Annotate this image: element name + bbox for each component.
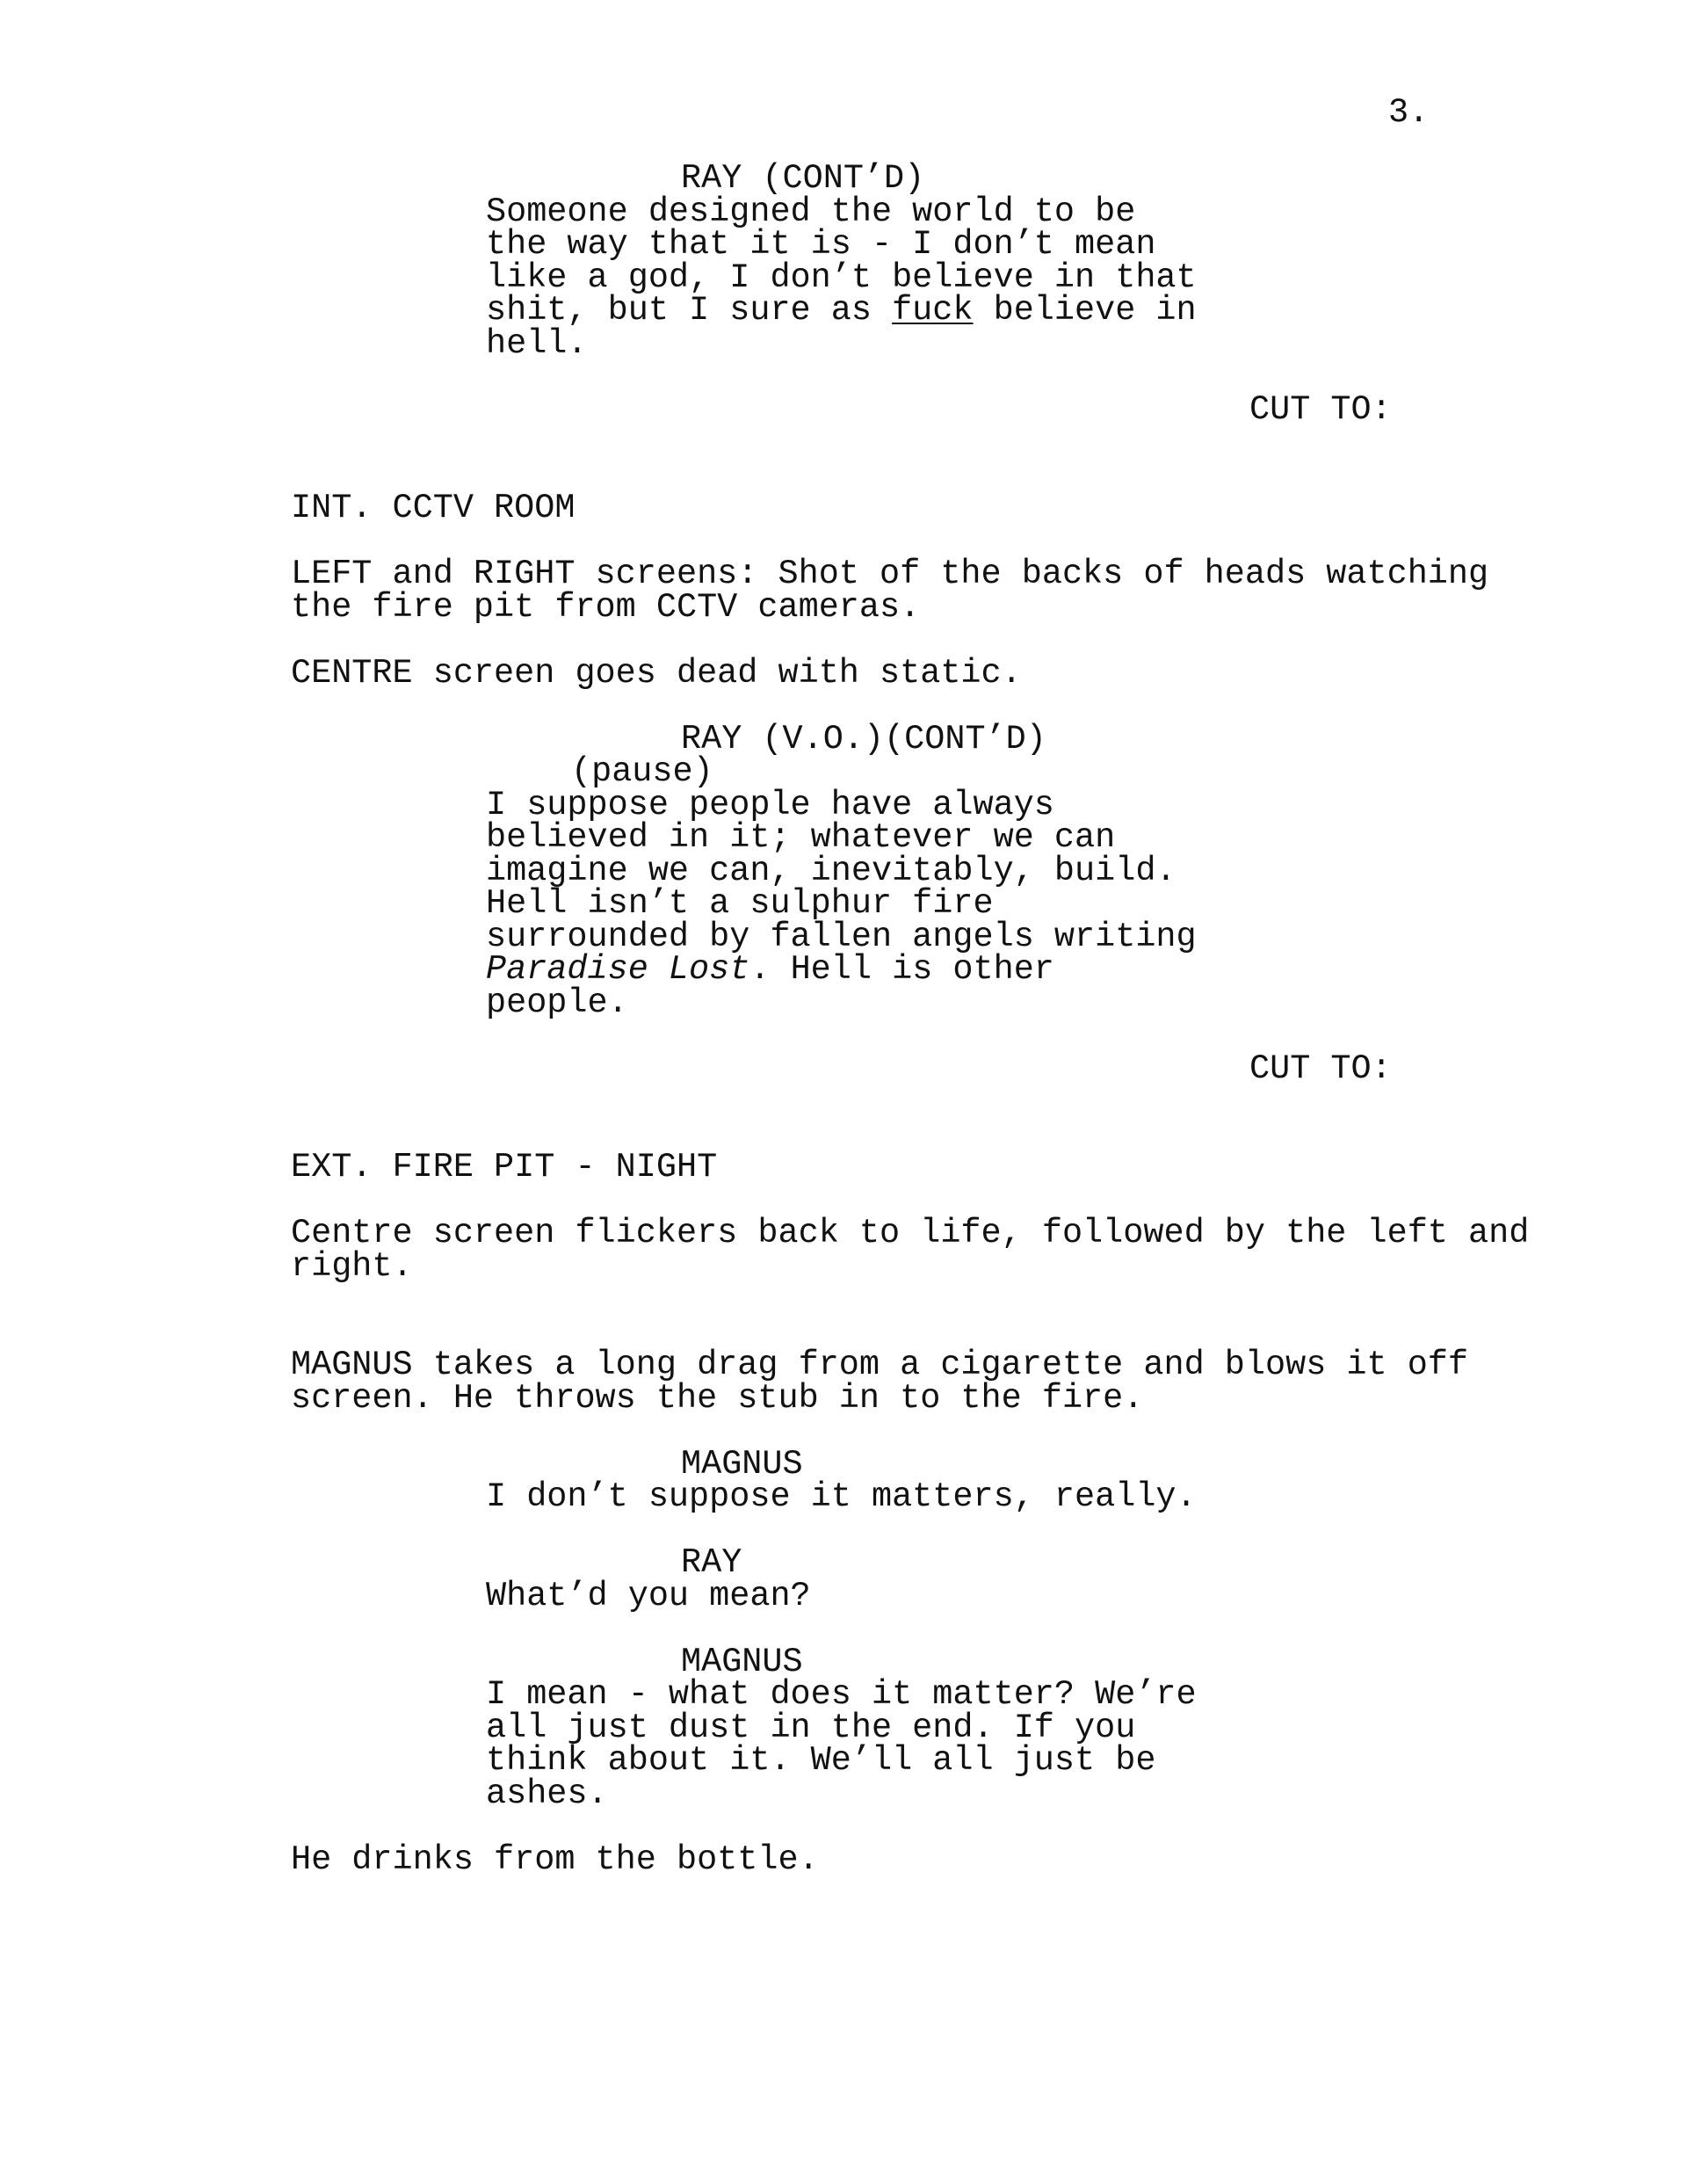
action-line: MAGNUS takes a long drag from a cigarette and blows it off <box>291 1346 1469 1384</box>
dialogue-line: like a god, I don’t believe in that <box>486 258 1197 297</box>
underlined-word: fuck <box>892 291 974 330</box>
action-line: LEFT and RIGHT screens: Shot of the backs of heads watching <box>291 555 1489 593</box>
scene-heading: INT. CCTV ROOM <box>291 489 576 527</box>
dialogue-line: Hell isn’t a sulphur fire <box>486 884 994 923</box>
dialogue-line: believed in it; whatever we can <box>486 818 1116 857</box>
dialogue-line: Someone designed the world to be <box>486 192 1136 231</box>
scene-heading: EXT. FIRE PIT - NIGHT <box>291 1148 718 1186</box>
action-line: right. <box>291 1247 413 1286</box>
dialogue-line: people. <box>486 983 628 1022</box>
character-name: MAGNUS <box>681 1643 803 1681</box>
transition: CUT TO: <box>1249 390 1392 429</box>
character-name: RAY <box>681 1543 742 1582</box>
dialogue-line: think about it. We’ll all just be <box>486 1741 1156 1780</box>
action-line: He drinks from the bottle. <box>291 1840 819 1879</box>
parenthetical: (pause) <box>571 752 713 791</box>
dialogue-text: shit, but I sure as <box>486 291 893 330</box>
transition: CUT TO: <box>1249 1049 1392 1088</box>
character-name: RAY (CONT’D) <box>681 159 925 198</box>
action-line: CENTRE screen goes dead with static. <box>291 654 1022 693</box>
action-line: the fire pit from CCTV cameras. <box>291 588 921 627</box>
dialogue-line <box>486 950 1054 989</box>
dialogue-line: hell. <box>486 324 588 363</box>
action-line: screen. He throws the stub in to the fire. <box>291 1379 1144 1418</box>
character-name: MAGNUS <box>681 1445 803 1484</box>
page-number: 3. <box>1388 93 1430 132</box>
dialogue-line <box>486 291 1197 330</box>
italic-title: Paradise Lost <box>486 950 750 989</box>
dialogue-line: I suppose people have always <box>486 786 1054 824</box>
dialogue-line: ashes. <box>486 1774 608 1813</box>
dialogue-line: all just dust in the end. If you <box>486 1709 1136 1747</box>
dialogue-line: the way that it is - I don’t mean <box>486 225 1156 264</box>
dialogue-text: . Hell is other <box>749 950 1054 989</box>
action-line: Centre screen flickers back to life, followed by the left and <box>291 1214 1530 1252</box>
dialogue-text: believe in <box>973 291 1197 330</box>
dialogue-line: What’d you mean? <box>486 1577 811 1615</box>
dialogue-line: I mean - what does it matter? We’re <box>486 1675 1197 1714</box>
dialogue-line: surrounded by fallen angels writing <box>486 918 1197 956</box>
dialogue-line: I don’t suppose it matters, really. <box>486 1477 1197 1516</box>
dialogue-line: imagine we can, inevitably, build. <box>486 852 1177 890</box>
character-name: RAY (V.O.)(CONT’D) <box>681 720 1046 758</box>
